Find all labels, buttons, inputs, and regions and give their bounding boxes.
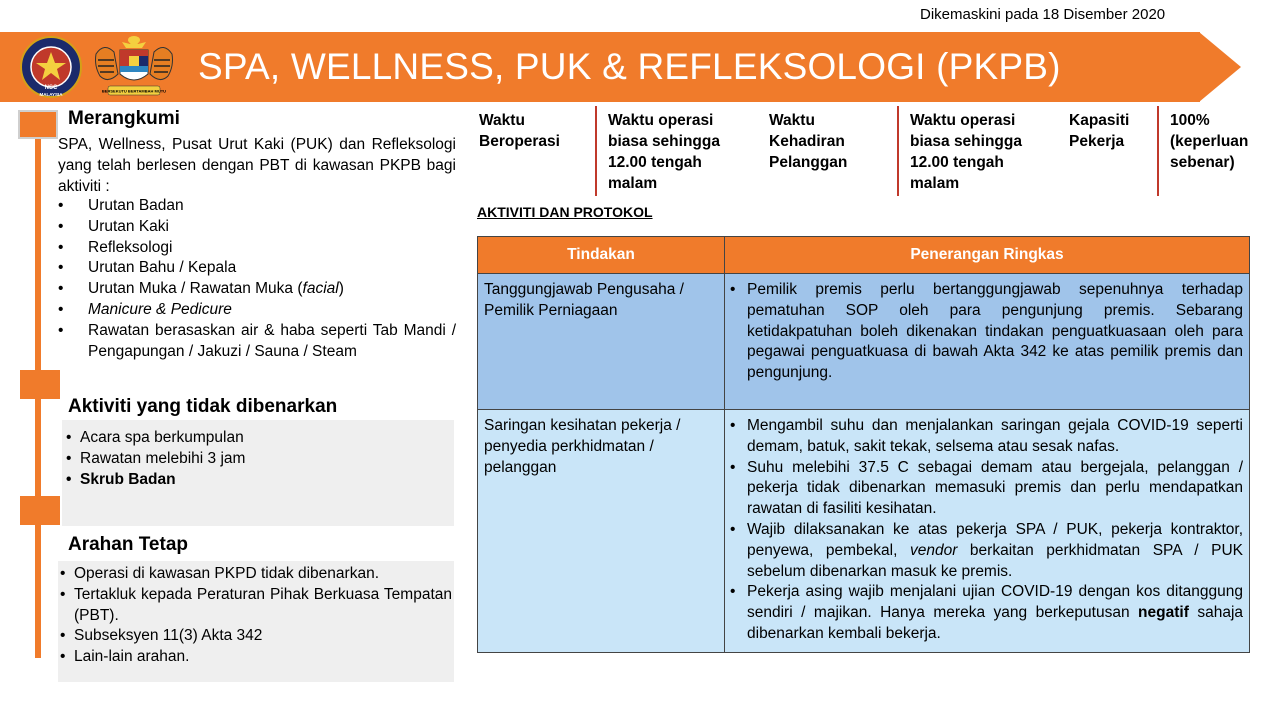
list-item: • Urutan Badan xyxy=(58,196,456,217)
list-item: • Tertakluk kepada Peraturan Pihak Berkuasa Tempatan (PBT). xyxy=(58,585,452,627)
updated-date: Dikemaskini pada 18 Disember 2020 xyxy=(920,6,1166,23)
list-item: • Refleksologi xyxy=(58,238,456,259)
list-item-text: Urutan Muka / Rawatan Muka ( xyxy=(88,280,303,298)
nsc-logo-text: NSC xyxy=(44,85,58,91)
list-item: • Pemilik premis perlu bertanggungjawab sepenuhnya terhadap pematuhan SOP oleh para pengunjung premis. Sebarang ketidakpatuhan boleh dikenakan tindakan penguatkuasaan oleh para pegawai penguatkuasa di bawah Akta 342 ke atas pemilik premis dan pengunjung. xyxy=(729,280,1243,384)
coat-of-arms-icon xyxy=(90,34,178,100)
table-cell-penerangan xyxy=(725,274,1250,410)
arahan-tetap-list xyxy=(58,564,452,668)
list-item xyxy=(729,520,1243,582)
list-item-text: ) xyxy=(338,280,344,298)
waktu-kehadiran-value: Waktu operasi biasa sehingga 12.00 tengah malam xyxy=(910,112,1022,192)
arahan-tetap-box xyxy=(58,561,454,682)
list-item-italic: facial xyxy=(302,280,339,298)
sop-table xyxy=(477,236,1250,653)
list-item: • Rawatan melebihi 3 jam xyxy=(64,449,454,470)
merangkumi-intro: SPA, Wellness, Pusat Urut Kaki (PUK) dan Refleksologi yang telah berlesen dengan PBT di kawasan PKPB bagi aktiviti : xyxy=(58,136,456,195)
list-item-bold: negatif xyxy=(1138,604,1189,622)
coat-of-arms-motto: BERSEKUTU BERTAMBAH MUTU xyxy=(101,88,167,94)
list-item: • Mengambil suhu dan menjalankan saringan gejala COVID-19 seperti demam, batuk, sakit tekak, selsema atau sesak nafas. xyxy=(729,416,1243,458)
info-divider xyxy=(897,106,899,196)
nsc-logo-icon xyxy=(20,36,82,98)
table-header: Penerangan Ringkas xyxy=(725,237,1250,274)
timeline-marker-3 xyxy=(20,496,60,525)
kapasiti-value: 100% (keperluan sebenar) xyxy=(1170,112,1249,171)
table-header-row xyxy=(478,237,1250,274)
merangkumi-list xyxy=(58,196,456,362)
list-item: • Suhu melebihi 37.5 C sebagai demam atau bergejala, pelanggan / pekerja tidak dibenarkan memasuki premis dan perlu mendapatkan rawatan di fasiliti kesihatan. xyxy=(729,458,1243,520)
list-item xyxy=(729,582,1243,644)
merangkumi-title: Merangkumi xyxy=(68,108,180,129)
list-item-text: Pekerja asing wajib menjalani ujian COVID-19 dengan kos ditanggung sendiri / majikan. Hanya mereka yang berkeputusan xyxy=(747,583,1243,622)
table-row xyxy=(478,410,1250,653)
table-header: Tindakan xyxy=(478,237,725,274)
kapasiti-label: Kapasiti Pekerja xyxy=(1069,112,1130,150)
banner-arrow xyxy=(1199,32,1241,102)
page-title: SPA, WELLNESS, PUK & REFLEKSOLOGI (PKPB) xyxy=(198,46,1061,87)
list-item: • Lain-lain arahan. xyxy=(58,647,452,668)
list-item-text: Wajib dilaksanakan ke atas pekerja SPA / PUK, pekerja kontraktor, penyewa, pembekal, xyxy=(747,520,1243,559)
tidak-dibenarkan-box xyxy=(62,420,454,526)
nsc-logo-caption: MALAYSIA xyxy=(39,92,63,97)
waktu-beroperasi-label: Waktu Beroperasi xyxy=(479,112,560,150)
list-item: • Subseksyen 11(3) Akta 342 xyxy=(58,626,452,647)
list-item: • Urutan Bahu / Kepala xyxy=(58,258,456,279)
table-row xyxy=(478,274,1250,410)
list-item xyxy=(58,279,456,300)
table-cell-tindakan: Tanggungjawab Pengusaha / Pemilik Perniagaan xyxy=(478,274,725,410)
waktu-beroperasi-value: Waktu operasi biasa sehingga 12.00 tengah malam xyxy=(608,112,720,192)
list-item: • Acara spa berkumpulan xyxy=(64,428,454,449)
waktu-kehadiran-label: Waktu Kehadiran Pelanggan xyxy=(769,112,848,171)
tidak-dibenarkan-title: Aktiviti yang tidak dibenarkan xyxy=(68,396,338,417)
penerangan-list xyxy=(729,280,1243,384)
table-cell-penerangan xyxy=(725,410,1250,653)
list-item-text: berkaitan perkhidmatan SPA / PUK sebelum dibenarkan masuk ke premis. xyxy=(747,541,1243,580)
list-item: • Rawatan berasaskan air & haba seperti Tab Mandi / Pengapungan / Jakuzi / Sauna / Steam xyxy=(58,321,456,363)
info-divider xyxy=(1157,106,1159,196)
tidak-dibenarkan-list xyxy=(64,428,454,490)
list-item-italic: vendor xyxy=(909,541,958,559)
timeline-marker-2 xyxy=(20,370,60,399)
timeline-marker-1 xyxy=(18,110,58,139)
list-item-text: sahaja dibenarkan kembali bekerja. xyxy=(747,604,1244,642)
arahan-tetap-title: Arahan Tetap xyxy=(68,534,189,555)
list-item: • Operasi di kawasan PKPD tidak dibenarkan. xyxy=(58,564,452,585)
list-item xyxy=(58,300,456,321)
penerangan-list xyxy=(729,416,1243,645)
list-item: • Urutan Kaki xyxy=(58,217,456,238)
list-item-italic: Manicure & Pedicure xyxy=(88,300,232,318)
info-divider xyxy=(595,106,597,196)
list-item: • Skrub Badan xyxy=(64,470,454,491)
title-banner xyxy=(0,32,1240,102)
table-cell-tindakan: Saringan kesihatan pekerja / penyedia perkhidmatan / pelanggan xyxy=(478,410,725,653)
aktiviti-protokol-title: AKTIVITI DAN PROTOKOL xyxy=(477,204,653,220)
